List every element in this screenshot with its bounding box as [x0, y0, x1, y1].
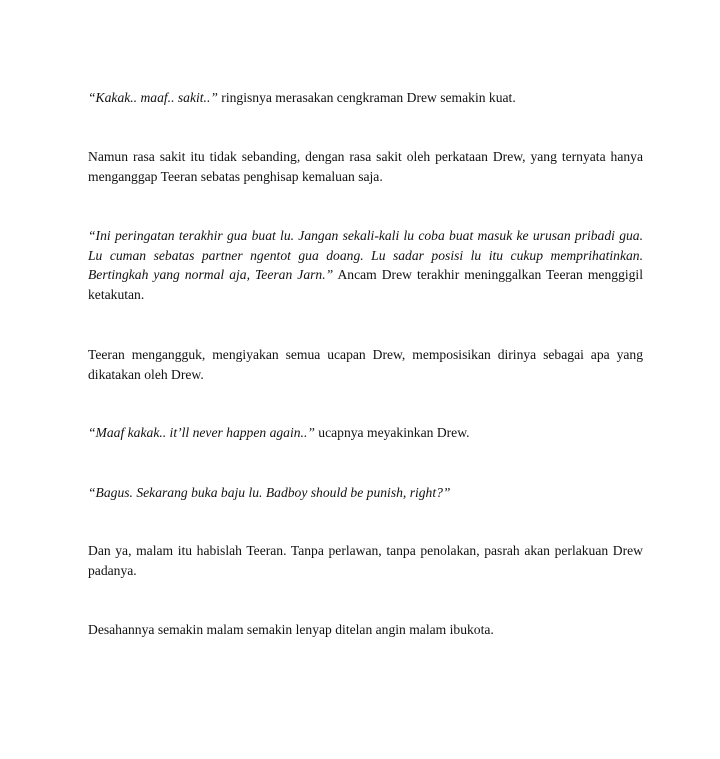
narration-text: Ancam Drew terakhir meninggalkan Teeran menggigil ketakutan. [88, 267, 643, 302]
paragraph-8 [88, 620, 643, 640]
narration-text: Dan ya, malam itu habislah Teeran. Tanpa perlawan, tanpa penolakan, pasrah akan perlakuan Drew padanya. [88, 543, 643, 578]
dialogue-quote: “Maaf kakak.. it’ll never happen again..” [88, 425, 315, 440]
paragraph-6 [88, 483, 643, 503]
paragraph-3 [88, 226, 643, 304]
paragraph-1 [88, 88, 643, 108]
dialogue-quote: “Kakak.. maaf.. sakit..” [88, 90, 218, 105]
narration-text: Namun rasa sakit itu tidak sebanding, dengan rasa sakit oleh perkataan Drew, yang ternyata hanya menganggap Teeran sebatas penghisap kemaluan saja. [88, 149, 643, 184]
paragraph-4 [88, 345, 643, 384]
paragraph-2 [88, 147, 643, 186]
narration-text: ucapnya meyakinkan Drew. [314, 425, 470, 440]
narration-text: Desahannya semakin malam semakin lenyap ditelan angin malam ibukota. [88, 622, 494, 637]
dialogue-quote: “Ini peringatan terakhir gua buat lu. Jangan sekali-kali lu coba buat masuk ke urusan pribadi gua. Lu cuman sebatas partner ngentot gua doang. Lu sadar posisi lu itu cukup memprihatinkan. Bertingkah yang normal aja, Teeran Jarn.” [88, 228, 643, 282]
paragraph-5 [88, 423, 643, 443]
narration-text: ringisnya merasakan cengkraman Drew semakin kuat. [217, 90, 516, 105]
paragraph-7 [88, 541, 643, 580]
dialogue-quote: “Bagus. Sekarang buka baju lu. Badboy should be punish, right?” [88, 485, 451, 500]
narration-text: Teeran mengangguk, mengiyakan semua ucapan Drew, memposisikan dirinya sebagai apa yang dikatakan oleh Drew. [88, 347, 643, 382]
